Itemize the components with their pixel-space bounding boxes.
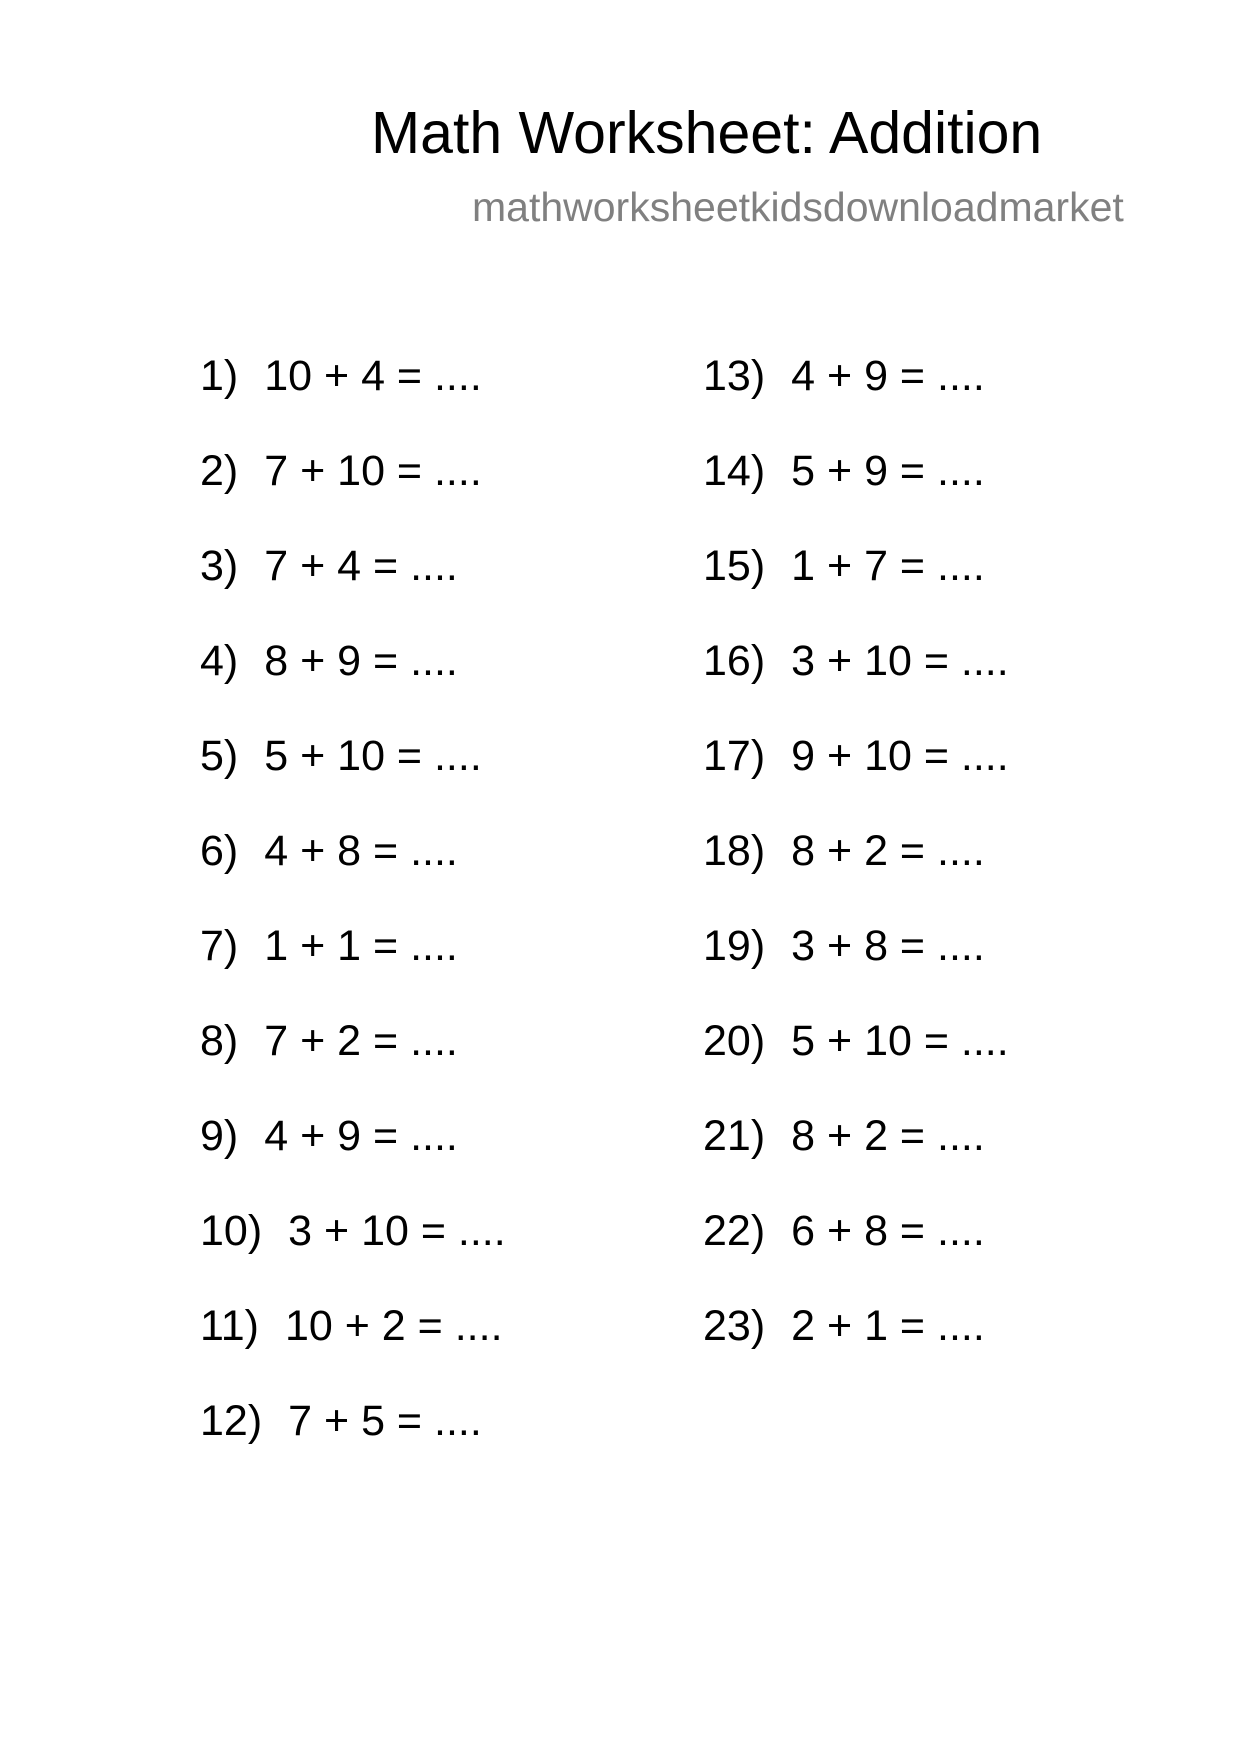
problem-item <box>703 540 1009 635</box>
problem-number: 12) <box>200 1397 263 1445</box>
problem-number: 3) <box>200 542 239 590</box>
problem-expression: 4 + 8 = .... <box>264 827 458 875</box>
problem-number: 2) <box>200 447 239 495</box>
problem-expression: 10 + 4 = .... <box>264 352 482 400</box>
problem-expression: 6 + 8 = .... <box>791 1207 985 1255</box>
problem-number: 20) <box>703 1017 766 1065</box>
problem-item <box>200 1395 506 1490</box>
problem-expression: 1 + 1 = .... <box>264 922 458 970</box>
problem-number: 19) <box>703 922 766 970</box>
problem-item <box>703 1205 1009 1300</box>
problem-number: 21) <box>703 1112 766 1160</box>
problem-expression: 7 + 10 = .... <box>264 447 482 495</box>
problem-expression: 3 + 8 = .... <box>791 922 985 970</box>
problem-expression: 8 + 2 = .... <box>791 827 985 875</box>
problem-number: 18) <box>703 827 766 875</box>
problem-expression: 8 + 9 = .... <box>264 637 458 685</box>
problem-number: 11) <box>200 1302 259 1350</box>
problem-number: 17) <box>703 732 766 780</box>
problem-item <box>200 1205 506 1300</box>
problem-expression: 5 + 9 = .... <box>791 447 985 495</box>
problem-number: 7) <box>200 922 239 970</box>
problem-expression: 10 + 2 = .... <box>284 1302 503 1350</box>
problem-number: 4) <box>200 637 239 685</box>
problem-expression: 5 + 10 = .... <box>264 732 482 780</box>
problem-expression: 3 + 10 = .... <box>288 1207 506 1255</box>
problem-expression: 4 + 9 = .... <box>264 1112 458 1160</box>
problem-column-left <box>200 350 506 1490</box>
problem-item <box>200 1015 506 1110</box>
problem-item <box>200 1300 506 1395</box>
problem-number: 10) <box>200 1207 263 1255</box>
problem-number: 15) <box>703 542 766 590</box>
problem-item <box>703 920 1009 1015</box>
problem-number: 23) <box>703 1302 766 1350</box>
problem-number: 9) <box>200 1112 239 1160</box>
problem-item <box>703 445 1009 540</box>
problem-expression: 7 + 5 = .... <box>288 1397 482 1445</box>
problem-number: 8) <box>200 1017 239 1065</box>
problem-item <box>200 920 506 1015</box>
problem-item <box>703 1110 1009 1205</box>
problem-item <box>703 1015 1009 1110</box>
problem-item <box>200 635 506 730</box>
problem-expression: 5 + 10 = .... <box>791 1017 1009 1065</box>
worksheet-source: mathworksheetkidsdownloadmarket <box>472 184 1124 230</box>
problem-column-right <box>703 350 1009 1395</box>
problem-item <box>200 730 506 825</box>
problem-number: 1) <box>200 352 239 400</box>
problem-number: 14) <box>703 447 766 495</box>
problem-item <box>200 445 506 540</box>
problem-expression: 4 + 9 = .... <box>791 352 985 400</box>
problem-number: 6) <box>200 827 239 875</box>
problem-item <box>703 825 1009 920</box>
problem-expression: 3 + 10 = .... <box>791 637 1009 685</box>
problem-expression: 8 + 2 = .... <box>791 1112 985 1160</box>
problem-item <box>703 730 1009 825</box>
problem-number: 13) <box>703 352 766 400</box>
problem-number: 5) <box>200 732 239 780</box>
worksheet-title: Math Worksheet: Addition <box>371 100 1043 166</box>
problem-item <box>703 350 1009 445</box>
problem-item <box>200 540 506 635</box>
problem-expression: 2 + 1 = .... <box>791 1302 985 1350</box>
problem-item <box>200 350 506 445</box>
problem-number: 22) <box>703 1207 766 1255</box>
problem-item <box>703 635 1009 730</box>
problem-item <box>200 825 506 920</box>
problem-expression: 9 + 10 = .... <box>791 732 1009 780</box>
problem-item <box>200 1110 506 1205</box>
problem-expression: 1 + 7 = .... <box>791 542 985 590</box>
problem-expression: 7 + 2 = .... <box>264 1017 458 1065</box>
problem-number: 16) <box>703 637 766 685</box>
problem-expression: 7 + 4 = .... <box>264 542 458 590</box>
problem-item <box>703 1300 1009 1395</box>
